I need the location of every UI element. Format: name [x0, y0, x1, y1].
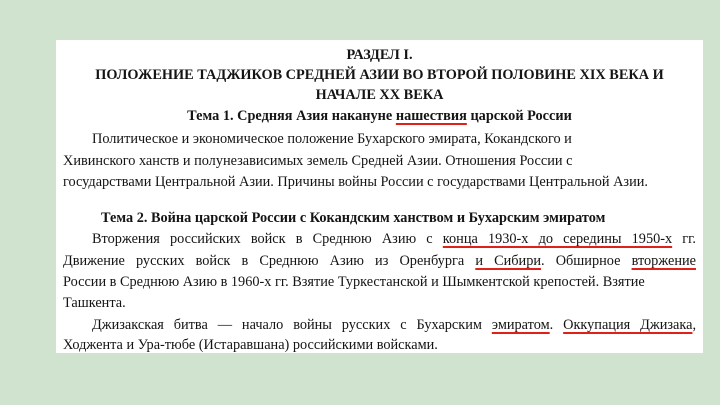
section-heading: РАЗДЕЛ I. — [346, 47, 413, 63]
document-page — [56, 40, 703, 353]
topic-2-p1-line-4: Ташкента. — [63, 295, 126, 311]
topic-2-p1-line-2-underlined-1: и Сибири — [475, 253, 541, 269]
topic-1-title-part-a: Тема 1. Средняя Азия накануне — [187, 108, 396, 124]
topic-1-paragraph-line-2: Хивинского ханств и полунезависимых земель Средней Азии. Отношения России с — [63, 153, 573, 169]
topic-2-p1-line-3: России в Среднюю Азию в 1960-х гг. Взятие Туркестанской и Шымкентской крепостей. Взятие — [63, 274, 645, 290]
topic-2-p1-line-1-a: Вторжения российских войск в Среднюю Азию с — [92, 231, 443, 247]
topic-2-p2-line-1-b: . — [549, 317, 564, 333]
topic-2-p1-line-1-b: гг. — [672, 231, 696, 247]
topic-2-title: Тема 2. Война царской России с Кокандским ханством и Бухарским эмиратом — [101, 210, 606, 226]
topic-2-p1-line-2-a: Движение русских войск в Среднюю Азию из Оренбурга — [63, 253, 476, 269]
topic-1-title-underlined: нашествия — [395, 108, 467, 124]
topic-2-p1-line-2-b: . Обширное — [541, 253, 632, 269]
topic-2-p2-line-1-underlined-1: эмиратом — [491, 317, 550, 333]
topic-1-title — [56, 107, 703, 125]
topic-2-p1-line-1-underlined: конца 1930-х до середины 1950-х — [442, 231, 673, 247]
topic-1-paragraph-line-3: государствами Центральной Азии. Причины войны России с государствами Центральной Азии. — [63, 174, 648, 190]
topic-1-title-part-b: царской России — [466, 108, 572, 124]
topic-2-p2-line-1-underlined-2: Оккупация Джизака — [563, 317, 693, 333]
topic-2-p2-line-1-c: , — [692, 317, 697, 333]
topic-2-p1-line-1 — [92, 230, 696, 248]
section-title-line-2: НАЧАЛЕ XX ВЕКА — [315, 87, 444, 103]
topic-2-p2-line-2: Ходжента и Ура-тюбе (Истаравшана) российскими войсками. — [63, 337, 438, 353]
topic-2-p2-line-1-a: Джизакская битва — начало войны русских с Бухарским — [92, 317, 492, 333]
section-title-line-1: ПОЛОЖЕНИЕ ТАДЖИКОВ СРЕДНЕЙ АЗИИ ВО ВТОРОЙ ПОЛОВИНЕ XIX ВЕКА И — [95, 67, 664, 83]
topic-2-p1-line-2-underlined-2: вторжение — [631, 253, 696, 269]
topic-2-p2-line-1 — [92, 316, 696, 334]
topic-1-paragraph-line-1: Политическое и экономическое положение Бухарского эмирата, Кокандского и — [92, 131, 572, 147]
topic-2-p1-line-2 — [63, 252, 696, 270]
